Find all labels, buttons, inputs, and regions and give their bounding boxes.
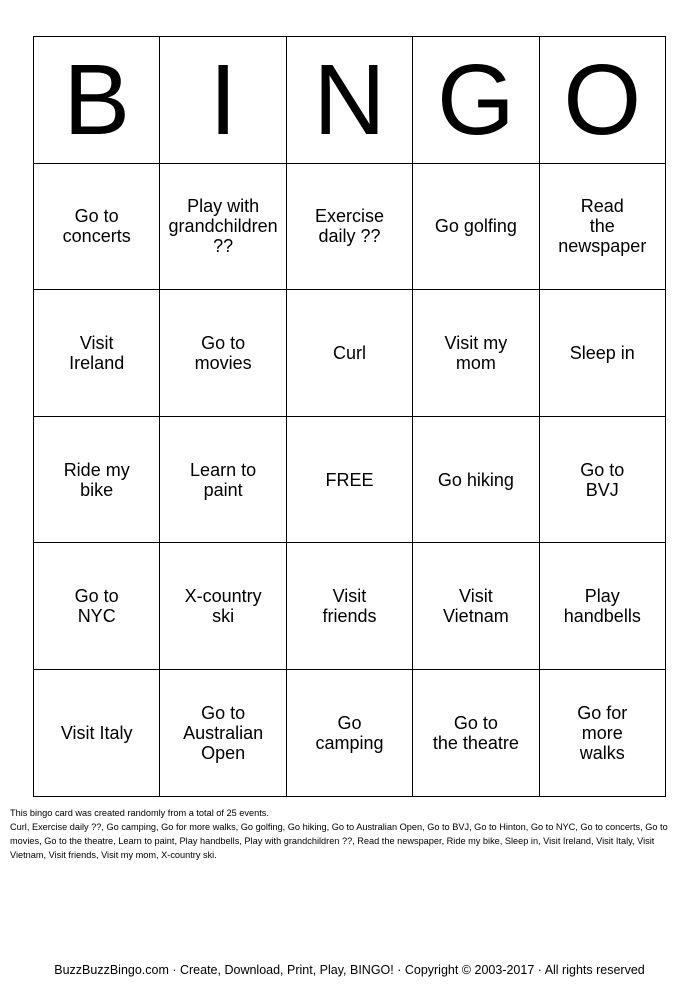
cell-text: Read the newspaper	[558, 196, 647, 257]
cell-text: Go to concerts	[62, 206, 131, 247]
cell-text: Visit my mom	[444, 332, 508, 373]
bingo-cell	[160, 290, 286, 417]
bingo-cell	[286, 543, 412, 670]
cell-text: Go to the theatre	[432, 712, 519, 753]
bingo-cell	[286, 669, 412, 796]
cell-text: Go to BVJ	[580, 459, 625, 500]
bingo-cell	[413, 416, 539, 543]
bingo-cell	[539, 543, 665, 670]
bingo-cell	[413, 163, 539, 290]
bingo-cell	[539, 290, 665, 417]
footnote-summary: This bingo card was created randomly from a total of 25 events.	[10, 808, 269, 818]
cell-text: Go hiking	[437, 469, 514, 490]
bingo-cell	[34, 290, 160, 417]
bingo-cell	[34, 669, 160, 796]
bingo-cell	[286, 163, 412, 290]
cell-text: Play with grandchildren ??	[168, 196, 278, 257]
cell-text: Curl	[332, 342, 366, 363]
header-letter-g: G	[413, 37, 539, 164]
bingo-cell	[413, 543, 539, 670]
cell-text: Go for more walks	[577, 702, 628, 763]
bingo-cell	[286, 290, 412, 417]
bingo-cell	[34, 543, 160, 670]
cell-text: Go to NYC	[74, 586, 119, 627]
cell-text: Visit Vietnam	[443, 586, 509, 627]
cell-text: Learn to paint	[190, 459, 257, 500]
header-letter-b: B	[34, 37, 160, 164]
card-footnote	[10, 806, 690, 862]
bingo-cell	[539, 669, 665, 796]
cell-text: Visit friends	[322, 586, 377, 627]
bingo-row	[34, 290, 666, 417]
footnote-event-list: Curl, Exercise daily ??, Go camping, Go for more walks, Go golfing, Go hiking, Go to Australian Open, Go to BVJ, Go to Hinton, Go to NYC, Go to concerts, Go to movies, Go to the theatre, Learn to paint, Play handbells, Play with grandchildren ??, Read the newspaper, Ride my bike, Sleep in, Visit Ireland, Visit Italy, Visit Vietnam, Visit friends, Visit my mom, X-country ski.	[10, 822, 668, 860]
bingo-cell	[160, 416, 286, 543]
site-footer: BuzzBuzzBingo.com · Create, Download, Print, Play, BINGO! · Copyright © 2003-2017 · All rights reserved	[54, 963, 645, 977]
bingo-row	[34, 163, 666, 290]
cell-text: Visit Italy	[60, 722, 133, 743]
cell-text: Play handbells	[563, 586, 641, 627]
bingo-row	[34, 669, 666, 796]
header-letter-i: I	[160, 37, 286, 164]
cell-text: Go to movies	[194, 332, 252, 373]
bingo-cell	[34, 163, 160, 290]
bingo-cell	[160, 543, 286, 670]
bingo-row	[34, 416, 666, 543]
bingo-cell	[34, 416, 160, 543]
cell-text: Go to Australian Open	[183, 702, 264, 763]
bingo-cell	[539, 416, 665, 543]
cell-text: Go golfing	[434, 216, 517, 237]
header-letter-o: O	[539, 37, 665, 164]
bingo-cell	[160, 163, 286, 290]
cell-text: FREE	[325, 469, 374, 490]
bingo-cell	[160, 669, 286, 796]
bingo-cell	[413, 669, 539, 796]
cell-text: Exercise daily ??	[314, 206, 384, 247]
bingo-card	[33, 36, 666, 797]
cell-text: Go camping	[315, 712, 384, 753]
bingo-cell	[413, 290, 539, 417]
bingo-header-row	[34, 37, 666, 164]
free-space-cell	[286, 416, 412, 543]
bingo-row	[34, 543, 666, 670]
cell-text: Sleep in	[569, 342, 635, 363]
header-letter-n: N	[286, 37, 412, 164]
cell-text: Ride my bike	[63, 459, 130, 500]
cell-text: Visit Ireland	[69, 332, 125, 373]
bingo-cell	[539, 163, 665, 290]
cell-text: X-country ski	[184, 586, 262, 627]
